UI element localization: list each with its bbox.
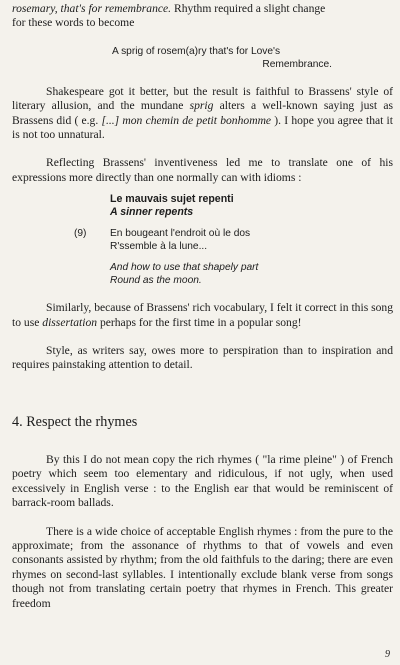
example-french-line-2: R'ssemble à la lune... [110, 241, 208, 253]
section-heading: 4. Respect the rhymes [12, 413, 138, 430]
sprig-line-2: Remembrance. [262, 58, 332, 70]
french-quote-italic: [...] mon chemin de petit bonhomme [101, 113, 272, 127]
rich-rhymes-paragraph: By this I do not mean copy the rich rhymes ( "la rime pleine" ) of French poetry which seem too elementary and ridiculous, if not ugly, when used excessively in English verse : to the English ear that would be reminiscent of barrack-room ballads. [12, 452, 393, 510]
shakespeare-text-1: Shakespeare got it better, but the result is faithful to Brassens' style of literary allusion, and the mundane [12, 84, 393, 113]
sprig-italic: sprig [189, 99, 214, 113]
idiom-french: Le mauvais sujet repenti [110, 193, 234, 206]
similarly-paragraph [12, 301, 393, 330]
opening-text: Rhythm required a slight change [171, 2, 326, 15]
dissertation-italic: dissertation [42, 315, 98, 329]
page-number: 9 [385, 648, 390, 660]
similarly-text-1: Similarly, because of Brassens' rich vocabulary, I felt it correct in this song to use [12, 301, 394, 329]
example-number: (9) [74, 228, 87, 240]
example-french [110, 227, 393, 253]
shakespeare-text-3: ). I hope you agree that it is not too unnatural. [12, 113, 393, 142]
shakespeare-paragraph [12, 85, 393, 143]
sprig-quote [112, 45, 332, 71]
page-content [12, 2, 393, 611]
idiom-english: A sinner repents [110, 206, 194, 219]
shakespeare-text-2: alters a well-known saying just as Brassens did ( e.g. [12, 99, 394, 127]
example-english-line-1: And how to use that shapely part [110, 262, 259, 274]
opening-paragraph [12, 2, 393, 31]
example-9 [12, 227, 393, 253]
quote-italic: rosemary, that's for remembrance. [12, 2, 172, 15]
choice-paragraph: There is a wide choice of acceptable English rhymes : from the pure to the approximate; from the assonance of rhythms to that of vowels and even consonants assisted by rhythm; from the old faithfuls to the daring; there are even rhymes on second-last syllables. I intentionally exclude blank verse from songs though not from translating certain poetry that rhymes in French. This greater freedom [12, 524, 393, 610]
example-english [110, 261, 393, 287]
style-paragraph: Style, as writers say, owes more to perspiration than to inspiration and requires painstaking attention to detail. [12, 344, 393, 372]
example-french-line-1: En bougeant l'endroit où le dos [110, 228, 251, 240]
reflecting-paragraph: Reflecting Brassens' inventiveness led me to translate one of his expressions more directly than one normally can with idioms : [12, 156, 393, 184]
opening-continuation: for these words to become [12, 16, 135, 30]
idiom-block [110, 193, 393, 219]
example-english-line-2: Round as the moon. [110, 275, 202, 287]
sprig-line-1: A sprig of rosem(a)ry that's for Love's [112, 45, 281, 57]
similarly-text-2: perhaps for the first time in a popular song! [97, 315, 302, 329]
